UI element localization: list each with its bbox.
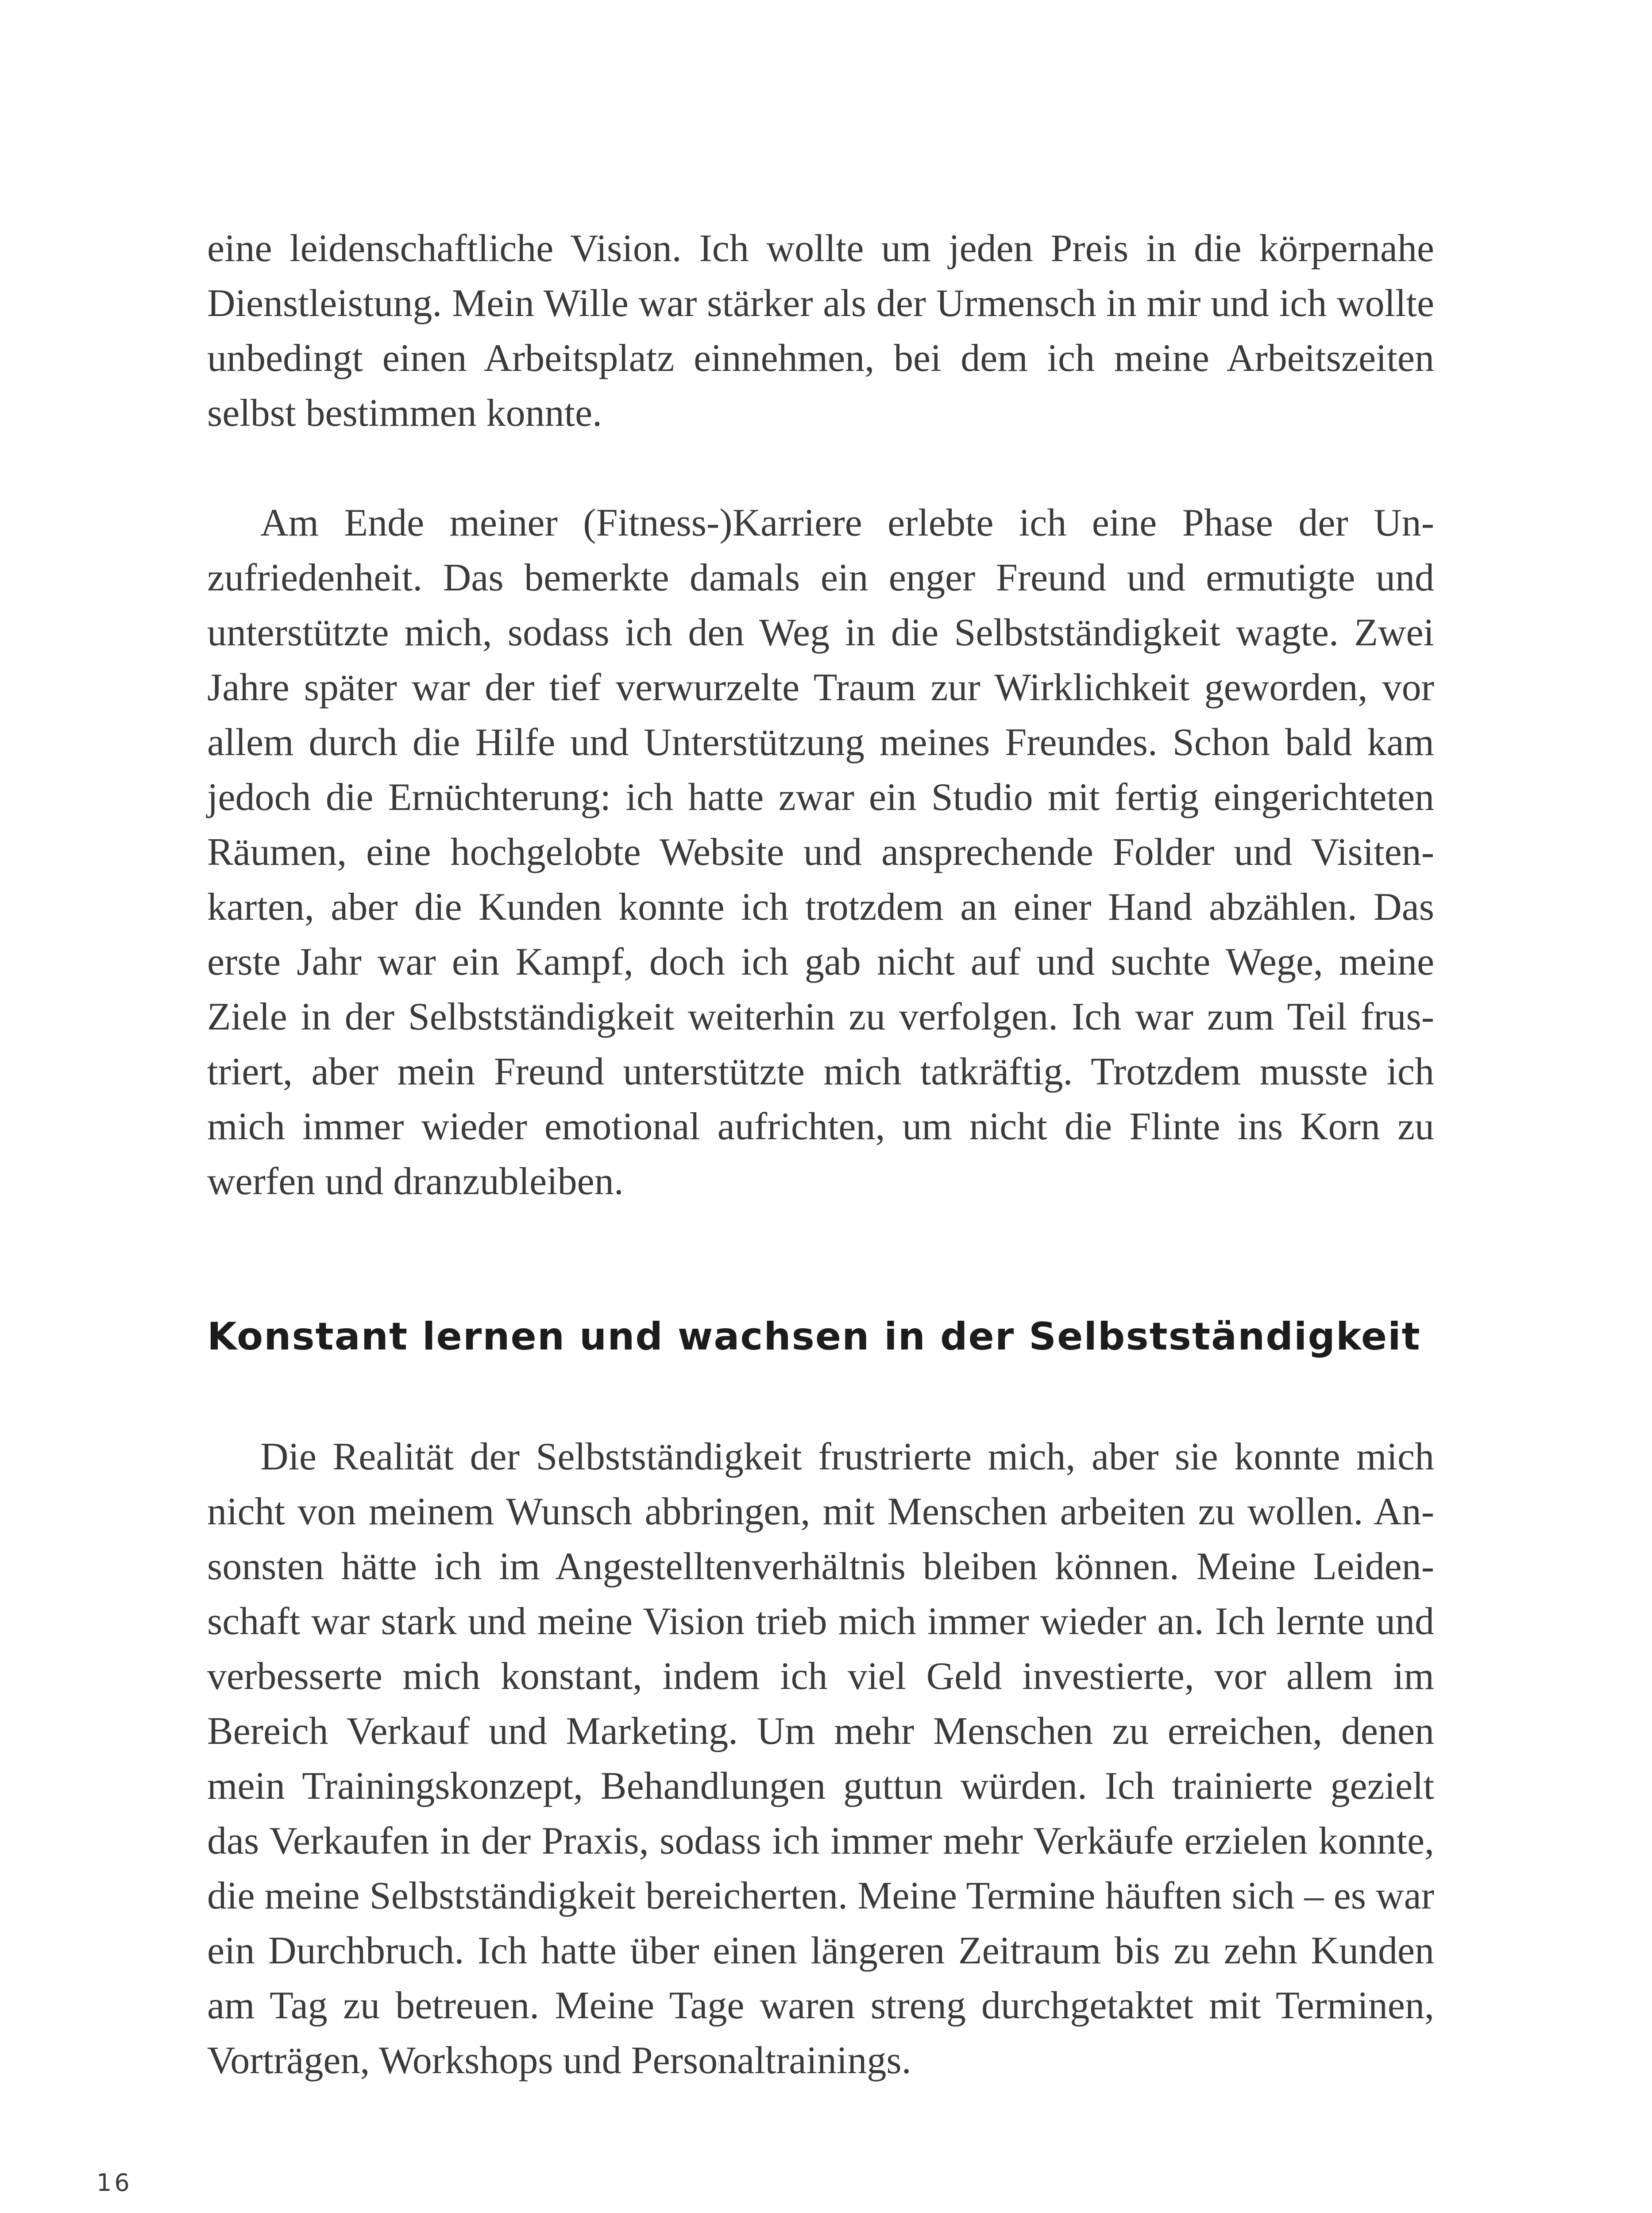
paragraph-text: Die Realität der Selbstständigkeit frustrierte mich, aber sie konnte mich nicht von meinem Wunsch abbringen, mit Menschen arbeiten zu wollen. Ansonsten hätte ich im Angestelltenverhältnis bleiben können. Meine Leidenschaft war stark und meine Vision trieb mich immer wieder an. Ich lernte und verbesserte mich konstant, indem ich viel Geld investierte, vor allem im Bereich Verkauf und Marketing. Um mehr Menschen zu erreichen, denen mein Trainingskonzept, Behandlungen guttun würden. Ich trainierte gezielt das Verkaufen in der Praxis, sodass ich immer mehr Verkäufe erzielen konnte, die meine Selbstständigkeit bereicherten. Meine Termine häuften sich – es war ein Durchbruch. Ich hatte über einen längeren Zeitraum bis zu zehn Kunden am Tag zu betreuen. Meine Tage waren streng durchgetaktet mit Terminen, Vorträgen, Workshops und Personaltrainings.: [207, 1435, 1434, 2082]
page-number: 16: [96, 2169, 132, 2197]
body-paragraph: [207, 221, 1434, 441]
body-paragraph: [207, 496, 1434, 1209]
paragraph-text: Am Ende meiner (Fitness-)Karriere erlebte ich eine Phase der Unzufriedenheit. Das bemerkte damals ein enger Freund und ermutigte und unterstützte mich, sodass ich den Weg in die Selbstständigkeit wagte. Zwei Jahre später war der tief verwurzelte Traum zur Wirklichkeit geworden, vor allem durch die Hilfe und Unterstützung meines Freundes. Schon bald kam jedoch die Ernüchterung: ich hatte zwar ein Studio mit fertig eingerichteten Räumen, eine hochgelobte Website und ansprechende Folder und Visitenkarten, aber die Kunden konnte ich trotzdem an einer Hand abzählen. Das erste Jahr war ein Kampf, doch ich gab nicht auf und suchte Wege, meine Ziele in der Selbstständigkeit weiterhin zu verfolgen. Ich war zum Teil frustriert, aber mein Freund unterstützte mich tatkräftig. Trotzdem musste ich mich immer wieder emotional aufrichten, um nicht die Flinte ins Korn zu werfen und dranzubleiben.: [207, 501, 1434, 1203]
paragraph-text: eine leidenschaftliche Vision. Ich wollte um jeden Preis in die körpernahe Dienstleistung. Mein Wille war stärker als der Urmensch in mir und ich wollte unbedingt einen Arbeitsplatz einnehmen, bei dem ich meine Arbeitszeiten selbst bestimmen konnte.: [207, 227, 1434, 435]
section-heading: Konstant lernen und wachsen in der Selbstständigkeit: [207, 1315, 1421, 1359]
body-paragraph: [207, 1430, 1434, 2088]
